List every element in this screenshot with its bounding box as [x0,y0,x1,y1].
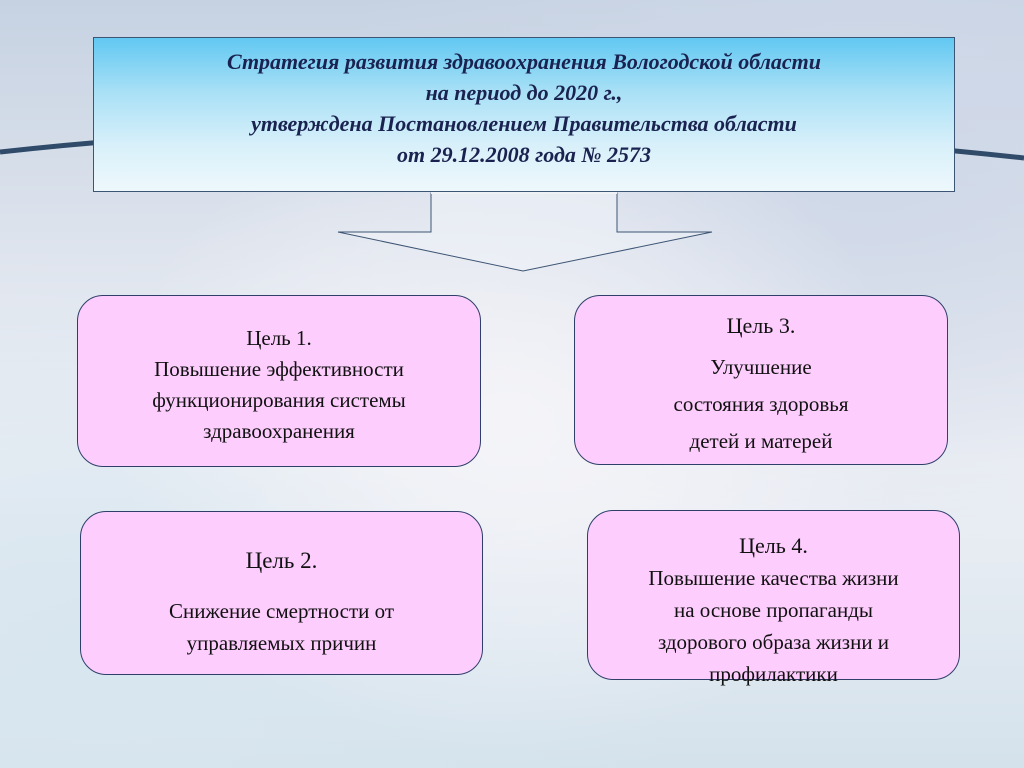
goal-2-box [80,511,483,675]
header-line-2: на период до 2020 г., [425,80,623,105]
header-line-1: Стратегия развития здравоохранения Вологодской области [226,49,822,74]
goal-1-line-2: функционирования системы [152,388,406,412]
goal-2-line-1: Снижение смертности от [168,599,395,623]
down-arrow-connector [0,0,1024,300]
header-line-4: от 29.12.2008 года № 2573 [397,142,651,167]
goal-4-line-4: профилактики [709,662,838,686]
goal-3-box [574,295,948,465]
goal-3-line-3: детей и матерей [689,429,833,453]
goal-3-title: Цель 3. [726,313,796,338]
goal-3-line-2: состояния здоровья [673,392,849,416]
goal-1-line-3: здравоохранения [203,419,355,443]
header-line-3: утверждена Постановлением Правительства области [251,111,797,136]
goal-4-line-2: на основе пропаганды [673,598,874,622]
goal-1-box [77,295,481,467]
goal-1-title: Цель 1. [246,326,312,350]
goal-2-line-2: управляемых причин [186,631,377,655]
goal-4-line-1: Повышение качества жизни [648,566,899,590]
goal-2-title: Цель 2. [245,548,318,573]
goal-3-line-1: Улучшение [710,355,812,379]
goal-2-body [81,595,482,659]
goal-4-box [587,510,960,686]
goal-1-line-1: Повышение эффективности [154,357,404,381]
goal-4-line-3: здорового образа жизни и [657,630,890,654]
goal-4-title: Цель 4. [739,533,808,558]
